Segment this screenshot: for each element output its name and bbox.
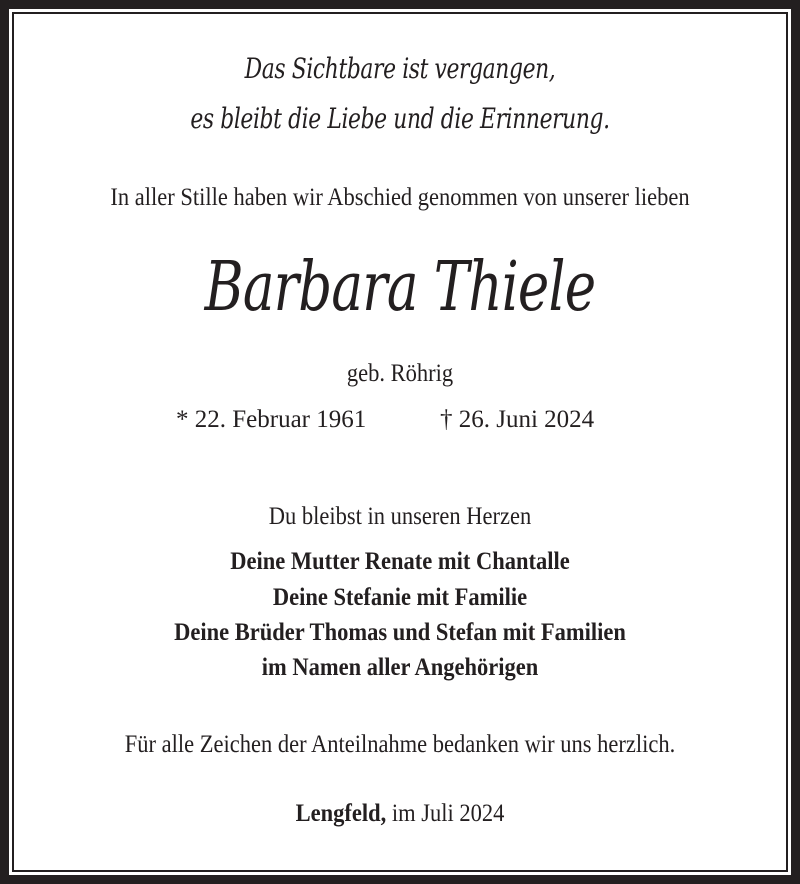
place-name: Lengfeld, (295, 800, 387, 827)
death-date: † 26. Juni 2024 (440, 406, 595, 433)
life-dates (0, 406, 800, 440)
memorial-line: Du bleibst in unseren Herzen (268, 503, 532, 530)
mourner-line-1: Deine Mutter Renate mit Chantalle (230, 548, 570, 575)
mourner-line-3: Deine Brüder Thomas und Stefan mit Familien (174, 619, 626, 646)
motto-line-2: es bleibt die Liebe und die Erinnerung. (190, 102, 610, 135)
deceased-name: Barbara Thiele (204, 248, 596, 327)
birth-date: * 22. Februar 1961 (176, 406, 367, 433)
notice-date: im Juli 2024 (386, 800, 505, 827)
birth-name: geb. Röhrig (346, 360, 454, 387)
place-date (40, 800, 760, 828)
thanks-text: Für alle Zeichen der Anteilnahme bedanken wir uns herzlich. (124, 731, 676, 758)
mourner-line-2: Deine Stefanie mit Familie (272, 584, 528, 611)
intro-text: In aller Stille haben wir Abschied genommen von unserer lieben (110, 184, 690, 211)
motto-line-1: Das Sichtbare ist vergangen, (244, 52, 556, 85)
mourner-line-4: im Namen aller Angehörigen (261, 654, 539, 681)
